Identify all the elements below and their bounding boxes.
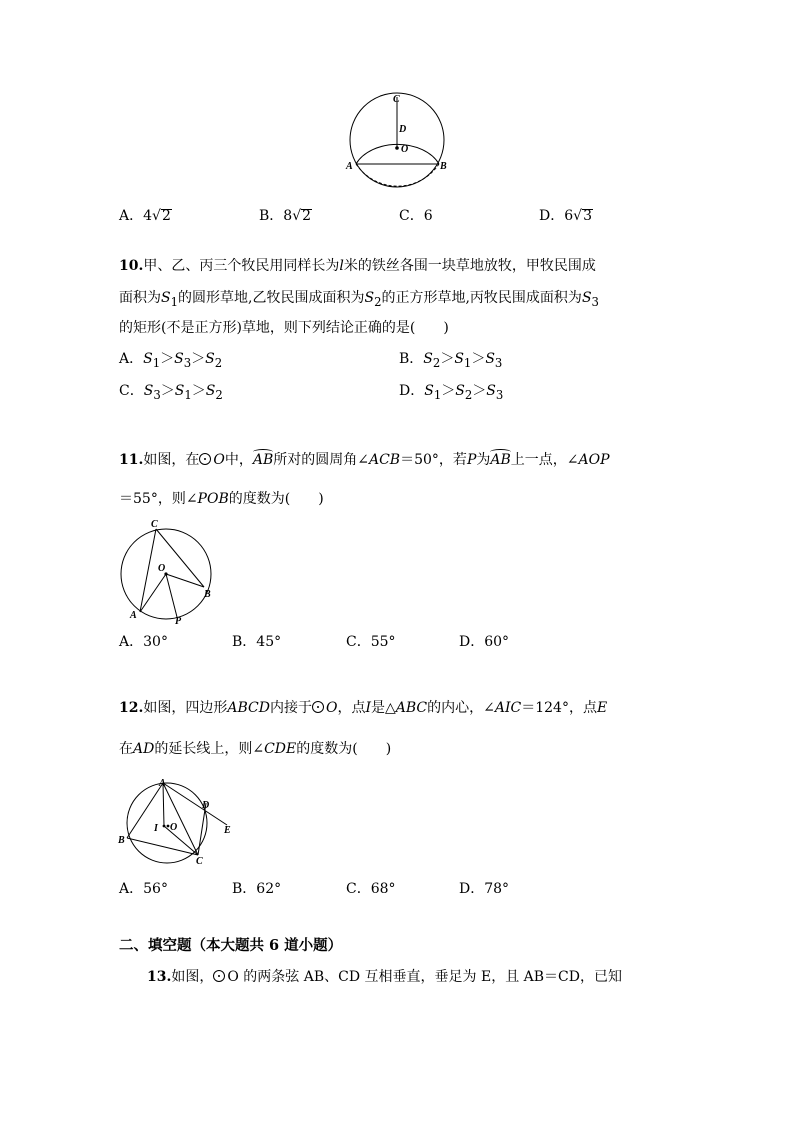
- option-letter: D．: [459, 634, 485, 650]
- option-value: 78°: [484, 881, 510, 897]
- q11-label-C: C: [151, 519, 158, 530]
- text: ，点: [337, 700, 366, 716]
- q10-option-d: [399, 380, 503, 402]
- var-AOP: AOP: [578, 452, 610, 468]
- gt-sign: ＞: [440, 351, 455, 367]
- text: 的度数为( ): [228, 491, 324, 507]
- option-coef: 8: [283, 208, 293, 224]
- var-O: O: [213, 452, 225, 468]
- var-I: I: [365, 700, 371, 716]
- text: 如图，四边形: [143, 700, 228, 716]
- var-S: S: [174, 383, 185, 399]
- subscript: 2: [214, 355, 223, 370]
- var-POB: POB: [197, 491, 229, 507]
- option-value: 55°: [370, 634, 396, 650]
- q12-option-c: [346, 878, 396, 898]
- var-S: S: [143, 383, 154, 399]
- q11-line-1: [119, 449, 610, 469]
- option-value: 45°: [256, 634, 282, 650]
- text: 的矩形(不是正方形)草地，则下列结论正确的是( ): [119, 320, 449, 336]
- text: 的度数为( ): [296, 741, 392, 757]
- subscript: 1: [184, 387, 192, 402]
- subscript: 3: [153, 387, 161, 402]
- arc-AB: AB: [252, 452, 274, 468]
- q12-label-A: A: [159, 778, 166, 789]
- q13-line-1: [147, 966, 622, 986]
- var-S: S: [454, 351, 464, 367]
- option-coef: 6: [564, 208, 574, 224]
- var-S: S: [423, 351, 433, 367]
- option-value: 62°: [256, 881, 282, 897]
- option-letter: A．: [119, 634, 144, 650]
- option-letter: B．: [232, 881, 257, 897]
- var-O: O: [325, 700, 338, 716]
- gt-sign: ＞: [160, 351, 175, 367]
- option-radicand: 2: [302, 208, 312, 224]
- q11-figure: [114, 515, 218, 625]
- text: 的内心，∠: [427, 700, 495, 716]
- text: 甲、乙、丙三个牧民用同样长为: [143, 258, 340, 274]
- var-S: S: [143, 351, 153, 367]
- text: 所对的圆周角∠: [273, 452, 369, 468]
- q9-label-O: O: [401, 144, 409, 155]
- q9-option-c: [399, 205, 433, 225]
- q9-label-C: C: [393, 94, 400, 105]
- option-value: 6: [423, 208, 433, 224]
- q11-option-d: [459, 631, 509, 651]
- option-radicand: 2: [161, 208, 171, 224]
- text: 为: [476, 452, 491, 468]
- q10-line-1: [119, 255, 596, 275]
- option-letter: D．: [539, 208, 565, 224]
- subscript: 2: [215, 387, 223, 402]
- var-ACB: ACB: [368, 452, 401, 468]
- q12-option-d: [459, 878, 509, 898]
- var-E: E: [596, 700, 608, 716]
- option-letter: B．: [259, 208, 284, 224]
- section-title: 二、填空题（本大题共 6 道小题）: [119, 937, 343, 954]
- q9-label-D: D: [399, 124, 407, 135]
- sqrt-sign: √: [152, 208, 161, 224]
- q9-option-d: [539, 205, 593, 225]
- option-letter: B．: [232, 634, 257, 650]
- gt-sign: ＞: [472, 383, 487, 399]
- gt-sign: ＞: [441, 383, 456, 399]
- q11-label-A: A: [130, 610, 137, 621]
- q12-segment-AC: [163, 783, 198, 855]
- option-letter: B．: [399, 351, 424, 367]
- circle-dot-icon: [312, 701, 324, 713]
- text: 的圆形草地,乙牧民围成面积为: [178, 290, 365, 306]
- q12-option-a: [119, 878, 168, 898]
- q12-label-D: D: [202, 800, 210, 811]
- option-value: 68°: [370, 881, 396, 897]
- var-AIC: AIC: [494, 700, 522, 716]
- subscript: 1: [463, 355, 472, 370]
- q12-line-2: [119, 738, 391, 758]
- q12-label-I: I: [154, 823, 158, 834]
- subscript: 2: [432, 355, 441, 370]
- q11-option-b: [232, 631, 281, 651]
- subscript: 1: [433, 387, 442, 402]
- q12-point-O: [167, 825, 170, 828]
- option-value: 60°: [484, 634, 510, 650]
- question-number: 11.: [119, 452, 144, 468]
- var-S: S: [581, 290, 592, 306]
- gt-sign: ＞: [471, 351, 486, 367]
- text: O 的两条弦 AB、CD 互相垂直，垂足为 E，且 AB＝CD，已知: [227, 969, 622, 985]
- q12-label-E: E: [224, 825, 231, 836]
- q9-figure: [340, 92, 455, 197]
- subscript: 3: [183, 355, 192, 370]
- var-ABCD: ABCD: [227, 700, 270, 716]
- text: 内接于: [269, 700, 312, 716]
- q9-option-a: [119, 205, 172, 225]
- q11-option-a: [119, 631, 168, 651]
- subscript: 1: [152, 355, 161, 370]
- option-value: 30°: [143, 634, 168, 650]
- text: 面积为: [119, 290, 161, 306]
- q9-point-O: [395, 146, 399, 150]
- circle-dot-icon: [199, 453, 211, 465]
- subscript: 3: [495, 387, 504, 402]
- option-value: 56°: [143, 881, 168, 897]
- var-AD: AD: [133, 741, 155, 757]
- q12-circle: [127, 783, 210, 863]
- q11-label-B: B: [204, 589, 211, 600]
- var-S: S: [424, 383, 434, 399]
- text: 的正方形草地,丙牧民围成面积为: [381, 290, 582, 306]
- option-radicand: 3: [583, 208, 592, 224]
- q12-label-C: C: [196, 856, 203, 865]
- q11-option-c: [346, 631, 396, 651]
- var-S: S: [205, 351, 215, 367]
- q12-figure: [114, 777, 238, 865]
- q9-label-B: B: [440, 161, 447, 172]
- text: ＝124°，点: [521, 700, 597, 716]
- q10-option-b: [399, 348, 502, 370]
- text: ＝55°，则∠: [119, 491, 198, 507]
- option-letter: A．: [119, 351, 144, 367]
- q11-line-2: [119, 488, 324, 508]
- option-letter: C．: [399, 208, 424, 224]
- option-letter: A．: [119, 881, 144, 897]
- option-coef: 4: [143, 208, 153, 224]
- var-S: S: [174, 351, 184, 367]
- option-letter: D．: [399, 383, 425, 399]
- sqrt-sign: √: [573, 208, 583, 224]
- var-S: S: [486, 383, 496, 399]
- q12-point-I: [163, 825, 166, 828]
- text: ＝50°，若: [400, 452, 467, 468]
- text: 是△: [370, 700, 396, 716]
- subscript: 3: [494, 355, 503, 370]
- q11-label-O: O: [158, 563, 166, 574]
- q12-segment-AI: [163, 783, 164, 826]
- option-letter: C．: [346, 881, 371, 897]
- var-S: S: [205, 383, 216, 399]
- option-letter: C．: [346, 634, 371, 650]
- q12-segment-ADE: [163, 783, 227, 825]
- q10-option-a: [119, 348, 222, 370]
- question-number: 12.: [119, 700, 144, 716]
- q12-line-1: [119, 697, 607, 717]
- gt-sign: ＞: [191, 383, 206, 399]
- var-S: S: [455, 383, 465, 399]
- q12-label-O: O: [170, 822, 178, 833]
- var-CDE: CDE: [264, 741, 297, 757]
- var-S: S: [364, 290, 375, 306]
- var-S: S: [485, 351, 495, 367]
- text: 的延长线上，则∠: [154, 741, 265, 757]
- q12-label-B: B: [118, 835, 125, 846]
- arc-AB: AB: [490, 452, 511, 468]
- text: 中，: [224, 452, 253, 468]
- question-number: 13.: [147, 969, 172, 985]
- q11-label-P: P: [175, 616, 182, 625]
- q10-line-2: [119, 287, 599, 309]
- q12-option-b: [232, 878, 281, 898]
- q10-line-3: [119, 317, 449, 337]
- q9-option-b: [259, 205, 312, 225]
- option-letter: A．: [119, 208, 144, 224]
- text: 如图，在: [143, 452, 200, 468]
- text: 上一点，∠: [510, 452, 579, 468]
- var-S: S: [161, 290, 171, 306]
- option-letter: C．: [119, 383, 144, 399]
- var-l: l: [339, 258, 344, 274]
- gt-sign: ＞: [191, 351, 206, 367]
- q11-segment-OP: [166, 574, 177, 617]
- subscript: 1: [170, 294, 179, 309]
- q10-option-c: [119, 380, 223, 402]
- q9-label-A: A: [346, 161, 353, 172]
- option-letter: D．: [459, 881, 485, 897]
- text: 如图，: [171, 969, 214, 985]
- subscript: 2: [374, 294, 382, 309]
- q9-dashed-arc: [356, 164, 439, 186]
- subscript: 3: [591, 294, 599, 309]
- subscript: 2: [464, 387, 473, 402]
- circle-dot-icon: [213, 970, 225, 982]
- gt-sign: ＞: [160, 383, 175, 399]
- var-P: P: [466, 452, 477, 468]
- sqrt-sign: √: [292, 208, 302, 224]
- var-ABC: ABC: [395, 700, 428, 716]
- text: 米的铁丝各围一块草地放牧，甲牧民围成: [343, 258, 596, 274]
- text: 在: [119, 741, 133, 757]
- question-number: 10.: [119, 258, 144, 274]
